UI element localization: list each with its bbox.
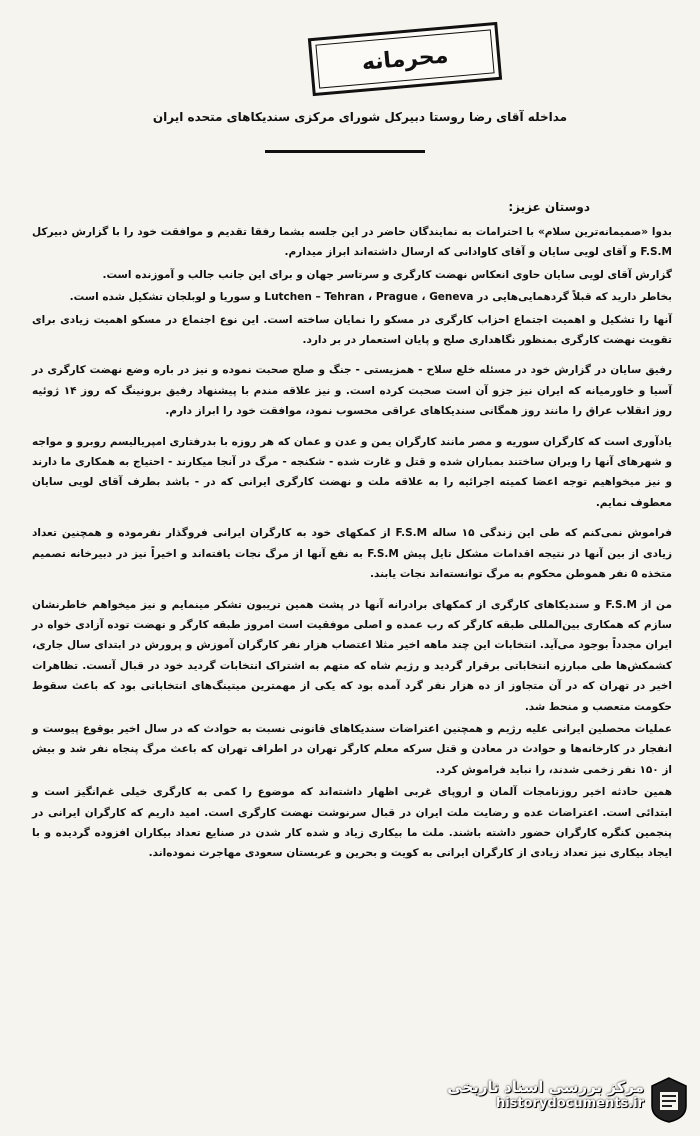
title-underline	[265, 150, 425, 153]
paragraph: یادآوری است که کارگران سوریه و مصر مانند کارگران یمن و عدن و عمان که هر روزه با بدرفتاری امپریالیسم روبرو و مواجه و شهرهای آنها را ویران ساختند بمباران شده و قتل و غارت شده - شکنجه - مرگ در آنجا میکارند - احتیاج به همکاری ما دارند و نیز میخواهیم توجه اعضا کمیته اجرائیه را به علاقه ملت و نهضت کارگری ایرانی که در - باشد بطرف آقای لویی سایان معطوف نمایم.	[32, 435, 672, 509]
paragraph: فراموش نمی‌کنم که طی این زندگی ۱۵ ساله F.S.M از کمکهای خود به کارگران ایرانی فروگذار نفرموده و همچنین تعداد زیادی از بین آنها در نتیجه اقدامات مشکل تایل پیش F.S.M به نفع آنها از مرگ نجات یافته‌اند و اخیراً نیز در دبیرخانه تصمیم متخذه ۵ نفر هموطن محکوم به مرگ توانسته‌اند نجات یابند.	[32, 527, 672, 581]
paragraph: بخاطر دارید که قبلاً گردهمایی‌هایی در Lutchen – Tehran ، Prague ، Geneva و سوریا و لوبلجان تشکیل شده است.	[69, 291, 672, 304]
paragraph: من از F.S.M و سندیکاهای کارگری از کمکهای برادرانه آنها در پشت همین تریبون تشکر مینمایم و نیز میخواهم خاطرنشان سازم که همکاری بین‌المللی طبقه کارگر که رب عمده و اصلی موفقیت است امروز طبقه کارگر و نهضت توده آزادی خواه در ایران مجدداً بوجود می‌آید. انتخابات این چند ماهه اخیر مثلا اعتصاب هزار نفر کارگران آموزش و پرورش در ابتدای سال جاری، کشمکش‌ها طی مبارزه انتخاباتی برقرار گردید و رژیم شاه که متهم به اشتراک انتخابات گردید خود در قبال آنست. تظاهرات اخیر در تهران که در آن متجاوز از ده هزار نفر گرد آمده بود که یکی از مهمترین میتینگ‌های انتخاباتی بود که باعث سقوط حکومت متعصب و منحط شد.	[32, 598, 673, 713]
paragraph: عملیات محصلین ایرانی علیه رژیم و همچنین اعتراضات سندیکاهای قانونی نسبت به حوادث که در سال اخیر بوقوع پیوست و انفجار در کارخانه‌ها و حوادث در معادن و قتل سرکه معلم کارگر تهران در اطراف تهران که باعث مرگ پنجاه نفر شد و بیش از ۱۵۰ نفر زخمی شدند، را نباید فراموش کرد.	[32, 722, 672, 776]
paragraph: رفیق سایان در گزارش خود در مسئله خلع سلاح - همزیستی - جنگ و صلح صحبت نموده و نیز در باره وضع نهضت کارگری در آسیا و خاورمیانه که ایران نیز جزو آن است صحبت کرده است. و نیز علاقه مندم با پیشنهاد رفیق برونینگ که روز ۱۴ ژوئیه روز انقلاب عراق را مانند روز همگانی سندیکاهای عراقی محسوب نمود، موافقت خود را ابراز دارم.	[32, 364, 672, 418]
confidential-stamp	[308, 22, 502, 96]
paragraph: آنها را تشکیل و اهمیت اجتماع احزاب کارگری در مسکو را نمایان ساخته است. این نوع اجتماع در مسکو اهمیت زیادی برای تقویت نهضت کارگری بمنظور نگاهداری صلح و پایان استعمار در بر دارد.	[32, 313, 672, 347]
watermark	[344, 1078, 644, 1126]
greeting: دوستان عزیز:	[508, 200, 590, 214]
archive-logo-icon	[648, 1076, 690, 1124]
paragraph: گزارش آقای لویی سایان حاوی انعکاس نهضت کارگری و سرتاسر جهان و برای این جانب جالب و آموزنده است.	[102, 268, 672, 281]
watermark-title: مرکز بررسی اسناد تاریخی	[447, 1078, 644, 1096]
paragraph: بدوا «صمیمانه‌ترین سلام» با احترامات به نمایندگان حاضر در این جلسه بشما رفقا تقدیم و موافقت خود را با گزارش دبیرکل F.S.M و آقای لویی سایان و آقای کاوادانی که ارسال داشته‌اند ابراز میدارم.	[32, 226, 672, 259]
document-body	[32, 222, 672, 866]
watermark-url: historydocuments.ir	[495, 1096, 644, 1111]
stamp-text: محرمانه	[360, 42, 450, 76]
document-title: مداخله آقای رضا روستا دبیرکل شورای مرکزی سندیکاهای متحده ایران	[152, 110, 568, 124]
paragraph: همین حادثه اخیر روزنامجات آلمان و اروپای غربی اظهار داشته‌اند که موضوع را کمی به کارگری خیلی غم‌انگیز است و ابتدائی است. اعتراضات عده و رضایت ملت ایران در قبال سرنوشت نهضت کارگری است. امید داریم که کارگران ایرانی در پنجمین کنگره کارگران حضور داشته باشند. ملت ما بیکاری زیاد و شده کار شدن در صنایع تعداد بیکاران افزوده گردیده و با ایجاد بیکاری نیز تعداد زیادی از کارگران ایرانی به کویت و بحرین و عربستان سعودی مهاجرت نموده‌اند.	[32, 786, 672, 860]
